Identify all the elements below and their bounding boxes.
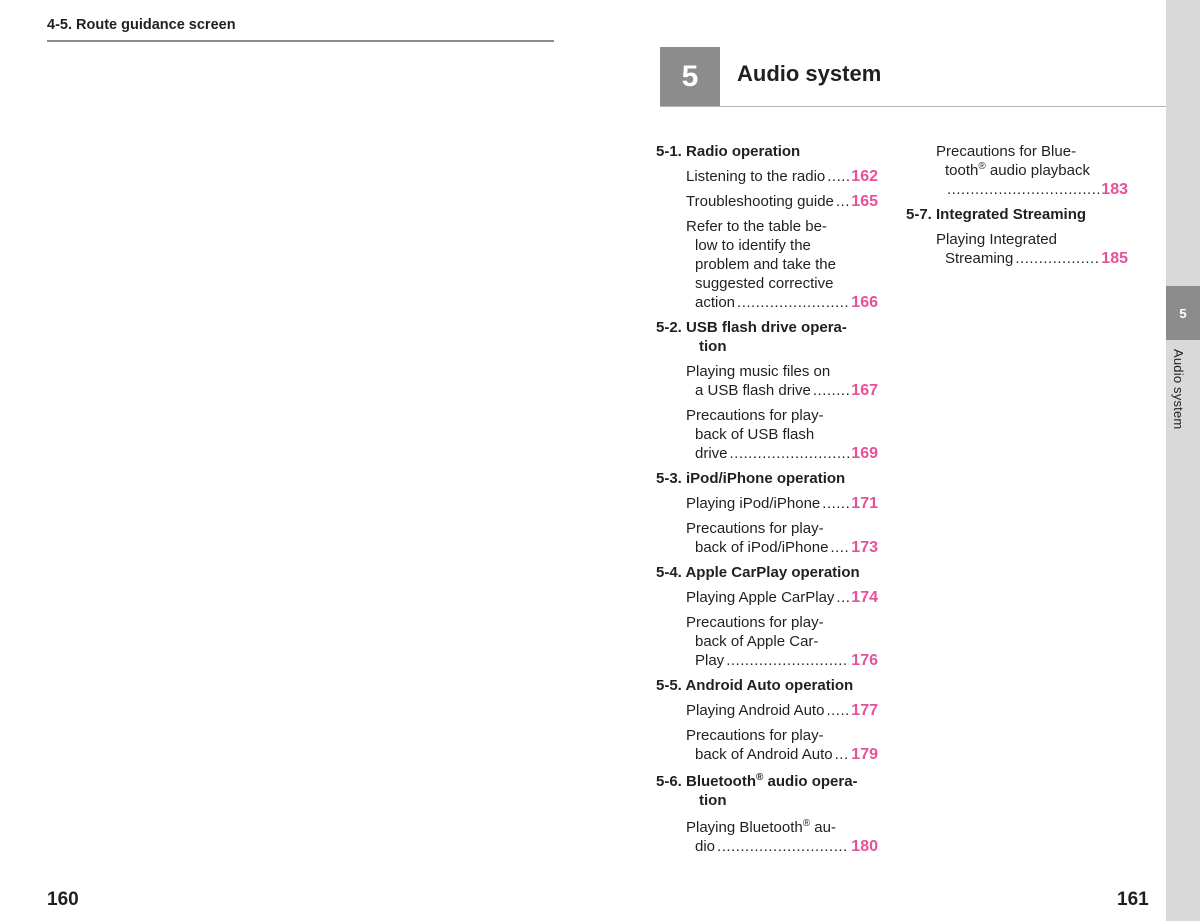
leader-dots	[947, 180, 1099, 199]
toc-entry[interactable]	[906, 142, 1128, 199]
leader-dots	[836, 192, 849, 211]
toc-section-title-line: tion	[699, 338, 727, 355]
toc-entry-text: drive	[695, 445, 728, 462]
toc-entry[interactable]	[656, 494, 878, 513]
leader-dots	[737, 293, 849, 312]
toc-entry-text: Play	[695, 652, 725, 669]
toc-page-link[interactable]: 179	[851, 746, 878, 763]
side-tab-label: Audio system	[1171, 349, 1186, 430]
toc-entry[interactable]	[906, 230, 1128, 268]
toc-entry-text: low to identify the	[695, 237, 811, 254]
toc-entry[interactable]	[656, 588, 878, 607]
toc-section-title: 5-3. iPod/iPhone operation	[656, 470, 846, 487]
leader-dots	[813, 381, 849, 400]
leader-dots	[830, 538, 849, 557]
toc-entry-text: Playing Apple CarPlay	[686, 589, 835, 606]
leader-dots	[822, 494, 849, 513]
toc-entry-text: back of Android Auto	[695, 746, 833, 763]
toc-page-link[interactable]: 176	[851, 652, 878, 669]
side-tab-number: 5	[1179, 305, 1187, 321]
toc-entry[interactable]	[656, 406, 878, 463]
toc-page-link[interactable]: 169	[851, 445, 878, 462]
toc-entry[interactable]	[656, 167, 878, 186]
chapter-number-box	[660, 47, 720, 107]
toc-entry-text: Playing music files on	[686, 363, 831, 380]
toc-entry-text: Precautions for Blue-	[936, 143, 1077, 160]
toc-entry-text: Refer to the table be-	[686, 218, 827, 235]
toc-entry-text-part: audio playback	[985, 162, 1090, 179]
toc-entry-text: action	[695, 294, 736, 311]
toc-section-title-part: 5-6. Bluetooth	[656, 773, 756, 790]
toc-entry[interactable]	[656, 192, 878, 211]
toc-page-link[interactable]: 166	[851, 294, 878, 311]
toc-entry-text: back of USB flash	[695, 426, 815, 443]
registered-mark: ®	[756, 772, 764, 783]
toc-entry[interactable]	[656, 519, 878, 557]
toc-column-2	[906, 142, 1128, 274]
toc-entry-text-part: Playing Bluetooth	[686, 819, 803, 836]
toc-entry[interactable]	[656, 613, 878, 670]
toc-section-title-line	[656, 773, 858, 790]
chapter-rule	[660, 106, 1167, 107]
toc-entry-text: Precautions for play-	[686, 727, 824, 744]
running-header: 4-5. Route guidance screen	[47, 17, 236, 33]
toc-section-title	[656, 318, 878, 356]
toc-entry-text: Streaming	[945, 250, 1014, 267]
side-chapter-tab[interactable]	[1166, 286, 1200, 340]
toc-entry-text: problem and take the	[695, 256, 836, 273]
toc-page-link[interactable]: 165	[851, 193, 878, 210]
toc-section-title-line: 5-2. USB flash drive opera-	[656, 319, 847, 336]
toc-page-link[interactable]: 173	[851, 539, 878, 556]
leader-dots	[835, 745, 850, 764]
toc-entry-text: Troubleshooting guide	[686, 193, 834, 210]
leader-dots	[717, 837, 849, 856]
toc-page-link[interactable]: 174	[851, 589, 878, 606]
toc-page-link[interactable]: 183	[1101, 181, 1128, 198]
registered-mark: ®	[802, 818, 811, 829]
toc-entry[interactable]	[656, 217, 878, 312]
toc-entry-text: a USB flash drive	[695, 382, 811, 399]
page-number-left: 160	[47, 889, 79, 910]
side-margin-bar	[1166, 0, 1200, 921]
toc-section-title: 5-1. Radio operation	[656, 143, 801, 160]
toc-entry-text: Precautions for play-	[686, 407, 824, 424]
toc-entry-text-part: tooth	[945, 162, 979, 179]
toc-page-link[interactable]: 171	[851, 495, 878, 512]
toc-entry[interactable]	[656, 726, 878, 764]
toc-entry-text: suggested corrective	[695, 275, 834, 292]
toc-column-1	[656, 142, 878, 862]
toc-entry-text: Playing iPod/iPhone	[686, 495, 821, 512]
toc-entry-text: Precautions for play-	[686, 520, 824, 537]
leader-dots	[726, 651, 849, 670]
toc-section-title	[656, 772, 878, 810]
toc-section-title: 5-4. Apple CarPlay operation	[656, 564, 860, 581]
leader-dots	[836, 588, 849, 607]
toc-entry[interactable]	[656, 701, 878, 720]
toc-entry[interactable]	[656, 818, 878, 856]
toc-entry-text: Playing Android Auto	[686, 702, 825, 719]
toc-entry[interactable]	[656, 362, 878, 400]
toc-section-title-part: audio opera-	[763, 773, 858, 790]
toc-entry-text	[686, 818, 878, 837]
leader-dots	[827, 167, 849, 186]
leader-dots	[826, 701, 849, 720]
page-number-right: 161	[1117, 889, 1149, 910]
toc-entry-text: back of iPod/iPhone	[695, 539, 829, 556]
toc-entry-text: Playing Integrated	[936, 231, 1057, 248]
leader-dots	[1015, 249, 1099, 268]
toc-entry-text: Precautions for play-	[686, 614, 824, 631]
toc-page-link[interactable]: 180	[851, 838, 878, 855]
leader-dots	[730, 444, 850, 463]
toc-section-title: 5-7. Integrated Streaming	[906, 206, 1087, 223]
toc-page-link[interactable]: 162	[851, 168, 878, 185]
toc-page-link[interactable]: 185	[1101, 250, 1128, 267]
chapter-number: 5	[681, 60, 699, 93]
toc-page-link[interactable]: 167	[851, 382, 878, 399]
toc-page-link[interactable]: 177	[851, 702, 878, 719]
toc-entry-text: dio	[695, 838, 716, 855]
toc-entry-text: Listening to the radio	[686, 168, 826, 185]
header-rule	[47, 40, 554, 42]
toc-entry-text	[936, 161, 1128, 180]
toc-entry-text-part: au-	[810, 819, 836, 836]
toc-entry-text: back of Apple Car-	[695, 633, 819, 650]
toc-section-title: 5-5. Android Auto operation	[656, 677, 854, 694]
toc-section-title-line: tion	[699, 792, 727, 809]
chapter-title: Audio system	[737, 61, 882, 86]
registered-mark: ®	[978, 161, 986, 172]
